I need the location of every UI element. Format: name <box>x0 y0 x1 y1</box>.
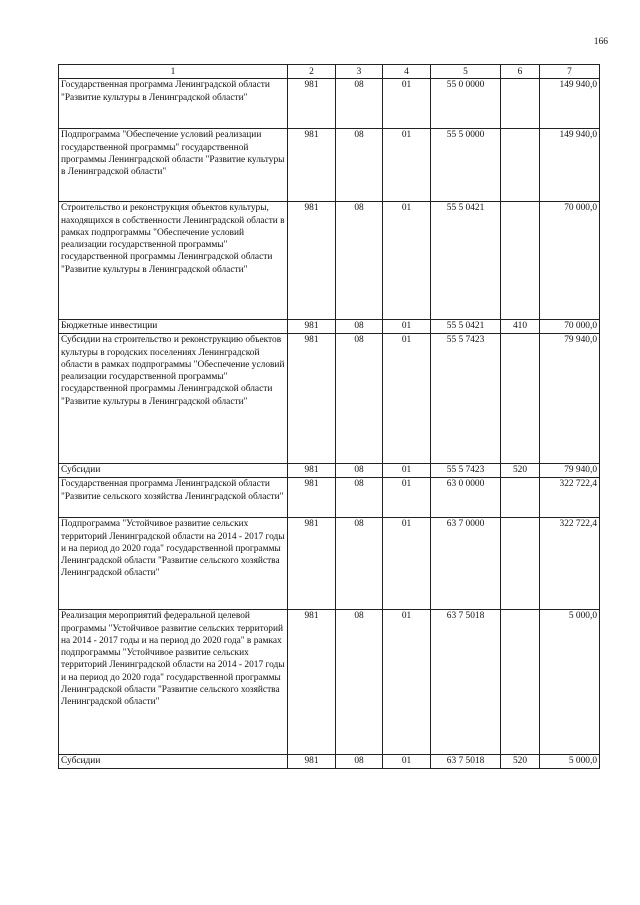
amount: 79 940,0 <box>540 464 600 478</box>
expense-type-code: 520 <box>501 464 540 478</box>
expense-type-code <box>501 610 540 755</box>
target-article-code: 55 0 0000 <box>431 79 501 129</box>
row-description: Субсидии на строительство и реконструкцию объектов культуры в городских поселениях Ленинградской области в рамках подпрограммы "Обеспечение условий реализации государственной программы" государственной программы Ленинградской области "Развитие культуры в Ленинградской области" <box>59 334 288 464</box>
target-article-code: 63 0 0000 <box>431 478 501 518</box>
ministry-code: 981 <box>288 464 336 478</box>
target-article-code: 63 7 5018 <box>431 610 501 755</box>
table-row <box>59 320 600 334</box>
subsection-code: 01 <box>383 334 431 464</box>
amount: 322 722,4 <box>540 478 600 518</box>
ministry-code: 981 <box>288 478 336 518</box>
table-header-row <box>59 65 600 79</box>
row-description: Субсидии <box>59 755 288 769</box>
expense-type-code <box>501 79 540 129</box>
table-row <box>59 610 600 755</box>
amount: 149 940,0 <box>540 79 600 129</box>
amount: 149 940,0 <box>540 129 600 202</box>
page-number: 166 <box>593 37 608 47</box>
row-description: Подпрограмма "Устойчивое развитие сельских территорий Ленинградской области на 2014 - 2017 годы и на период до 2020 года" государственной программы Ленинградской области "Развитие сельского хозяйства Ленинградской области" <box>59 518 288 610</box>
section-code: 08 <box>336 755 383 769</box>
row-description: Подпрограмма "Обеспечение условий реализации государственной программы" государственной программы Ленинградской области "Развитие культуры в Ленинградской области" <box>59 129 288 202</box>
amount: 70 000,0 <box>540 320 600 334</box>
amount: 322 722,4 <box>540 518 600 610</box>
target-article-code: 55 5 7423 <box>431 464 501 478</box>
subsection-code: 01 <box>383 755 431 769</box>
ministry-code: 981 <box>288 518 336 610</box>
target-article-code: 55 5 0421 <box>431 202 501 320</box>
target-article-code: 55 5 0421 <box>431 320 501 334</box>
ministry-code: 981 <box>288 334 336 464</box>
row-description: Строительство и реконструкция объектов культуры, находящихся в собственности Ленинградской области в рамках подпрограммы "Обеспечение условий реализации государственной программы" государственной программы Ленинградской области "Развитие культуры в Ленинградской области" <box>59 202 288 320</box>
section-code: 08 <box>336 320 383 334</box>
expense-type-code <box>501 518 540 610</box>
row-description: Государственная программа Ленинградской области "Развитие культуры в Ленинградской области" <box>59 79 288 129</box>
ministry-code: 981 <box>288 202 336 320</box>
subsection-code: 01 <box>383 518 431 610</box>
ministry-code: 981 <box>288 610 336 755</box>
column-header: 3 <box>336 65 383 79</box>
section-code: 08 <box>336 518 383 610</box>
section-code: 08 <box>336 202 383 320</box>
expense-type-code <box>501 202 540 320</box>
table-row <box>59 334 600 464</box>
row-description: Реализация мероприятий федеральной целевой программы "Устойчивое развитие сельских территорий на 2014 - 2017 годы и на период до 2020 года" в рамках подпрограммы "Устойчивое развитие сельских территорий Ленинградской области на 2014 - 2017 годы и на период до 2020 года" государственной программы Ленинградской области "Развитие сельского хозяйства Ленинградской области" <box>59 610 288 755</box>
subsection-code: 01 <box>383 79 431 129</box>
subsection-code: 01 <box>383 202 431 320</box>
expense-type-code <box>501 478 540 518</box>
expense-type-code: 410 <box>501 320 540 334</box>
section-code: 08 <box>336 79 383 129</box>
subsection-code: 01 <box>383 464 431 478</box>
target-article-code: 63 7 0000 <box>431 518 501 610</box>
amount: 70 000,0 <box>540 202 600 320</box>
section-code: 08 <box>336 129 383 202</box>
section-code: 08 <box>336 478 383 518</box>
table-row <box>59 755 600 769</box>
column-header: 6 <box>501 65 540 79</box>
ministry-code: 981 <box>288 129 336 202</box>
amount: 79 940,0 <box>540 334 600 464</box>
budget-table <box>58 64 600 769</box>
row-description: Бюджетные инвестиции <box>59 320 288 334</box>
subsection-code: 01 <box>383 320 431 334</box>
subsection-code: 01 <box>383 610 431 755</box>
ministry-code: 981 <box>288 320 336 334</box>
ministry-code: 981 <box>288 79 336 129</box>
expense-type-code <box>501 334 540 464</box>
target-article-code: 63 7 5018 <box>431 755 501 769</box>
column-header: 4 <box>383 65 431 79</box>
column-header: 5 <box>431 65 501 79</box>
subsection-code: 01 <box>383 478 431 518</box>
column-header: 1 <box>59 65 288 79</box>
table-row <box>59 129 600 202</box>
subsection-code: 01 <box>383 129 431 202</box>
table-row <box>59 202 600 320</box>
column-header: 2 <box>288 65 336 79</box>
ministry-code: 981 <box>288 755 336 769</box>
target-article-code: 55 5 0000 <box>431 129 501 202</box>
section-code: 08 <box>336 334 383 464</box>
table-row <box>59 518 600 610</box>
section-code: 08 <box>336 610 383 755</box>
table-row <box>59 464 600 478</box>
amount: 5 000,0 <box>540 610 600 755</box>
expense-type-code: 520 <box>501 755 540 769</box>
section-code: 08 <box>336 464 383 478</box>
table-row <box>59 79 600 129</box>
row-description: Государственная программа Ленинградской области "Развитие сельского хозяйства Ленинградской области" <box>59 478 288 518</box>
row-description: Субсидии <box>59 464 288 478</box>
table-row <box>59 478 600 518</box>
amount: 5 000,0 <box>540 755 600 769</box>
target-article-code: 55 5 7423 <box>431 334 501 464</box>
expense-type-code <box>501 129 540 202</box>
column-header: 7 <box>540 65 600 79</box>
